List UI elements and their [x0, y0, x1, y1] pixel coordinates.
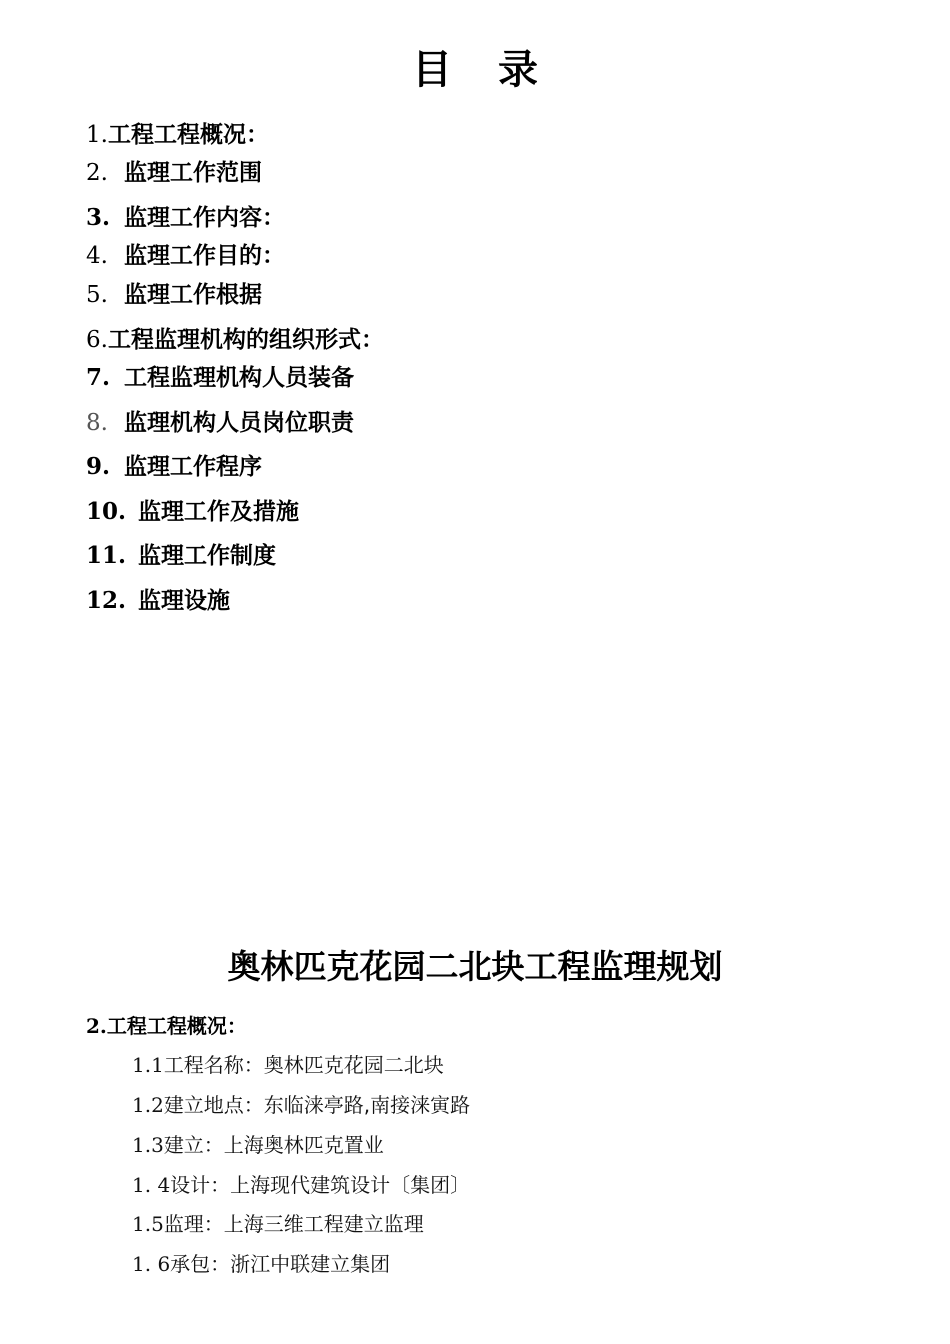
detail-line-2 [132, 1091, 470, 1119]
toc-title-part1: 目 [412, 47, 452, 93]
toc-item-number: 12. [86, 587, 127, 614]
toc-item-number: 5. [86, 282, 108, 308]
detail-number: 1.5 [132, 1212, 164, 1236]
toc-item-number: 11. [86, 542, 127, 569]
detail-number: 1. 6 [132, 1252, 171, 1276]
toc-item-label: 监理工作及措施 [138, 499, 299, 525]
toc-item-11 [86, 541, 276, 571]
toc-item-6 [86, 325, 384, 355]
toc-item-label: 监理机构人员岗位职责 [124, 410, 354, 436]
toc-item-number: 4. [86, 243, 108, 269]
detail-number: 1.2 [132, 1093, 164, 1117]
detail-text: 工程名称：奥林匹克花园二北块 [163, 1053, 444, 1077]
detail-number: 1.3 [132, 1133, 164, 1157]
toc-item-10 [86, 497, 299, 527]
toc-item-2 [86, 158, 262, 188]
toc-item-5 [86, 280, 262, 310]
toc-item-label: 监理工作内容： [124, 205, 285, 231]
toc-item-label: 监理工作目的： [124, 243, 285, 269]
toc-item-number: 7. [86, 364, 111, 391]
toc-item-4 [86, 241, 285, 271]
detail-text: 设计：上海现代建筑设计〔集团〕 [170, 1173, 471, 1197]
toc-item-7 [86, 363, 354, 393]
toc-item-label: 监理工作程序 [124, 454, 262, 480]
document-title: 奥林匹克花园二北块工程监理规划 [227, 947, 723, 986]
toc-item-number: 8. [86, 410, 108, 436]
detail-line-3 [132, 1131, 384, 1159]
toc-item-label: 监理工作范围 [124, 160, 262, 186]
detail-text: 建立：上海奥林匹克置业 [163, 1133, 384, 1157]
toc-item-label: 工程监理机构人员装备 [124, 365, 354, 391]
section-label: 工程工程概况： [106, 1014, 247, 1038]
toc-item-label: 工程监理机构的组织形式： [107, 327, 384, 353]
detail-text: 建立地点：东临涞亭路,南接涞寅路 [163, 1093, 471, 1117]
toc-title [0, 42, 950, 98]
toc-item-number: 2. [86, 160, 108, 186]
toc-item-number: 10. [86, 498, 127, 525]
detail-line-6 [132, 1250, 390, 1278]
toc-item-number: 1. [86, 122, 108, 148]
toc-item-number: 3. [86, 204, 111, 231]
detail-line-1 [132, 1051, 444, 1079]
detail-text: 监理：上海三维工程建立监理 [163, 1212, 424, 1236]
toc-item-8 [86, 408, 354, 438]
detail-line-5 [132, 1210, 424, 1238]
toc-title-part2: 录 [498, 47, 538, 93]
section-heading [86, 1012, 247, 1040]
toc-item-label: 监理设施 [138, 588, 230, 614]
toc-item-12 [86, 586, 230, 616]
detail-text: 承包：浙江中联建立集团 [170, 1252, 391, 1276]
toc-item-label: 监理工作根据 [124, 282, 262, 308]
toc-item-number: 6. [86, 327, 108, 353]
section-number: 2. [86, 1014, 107, 1038]
toc-item-number: 9. [86, 453, 111, 480]
toc-item-label: 工程工程概况： [107, 122, 269, 148]
toc-item-1 [86, 120, 269, 150]
detail-number: 1. 4 [132, 1173, 171, 1197]
toc-item-3 [86, 203, 285, 233]
toc-item-9 [86, 452, 262, 482]
toc-item-label: 监理工作制度 [138, 543, 276, 569]
detail-number: 1.1 [132, 1053, 164, 1077]
detail-line-4 [132, 1171, 470, 1199]
